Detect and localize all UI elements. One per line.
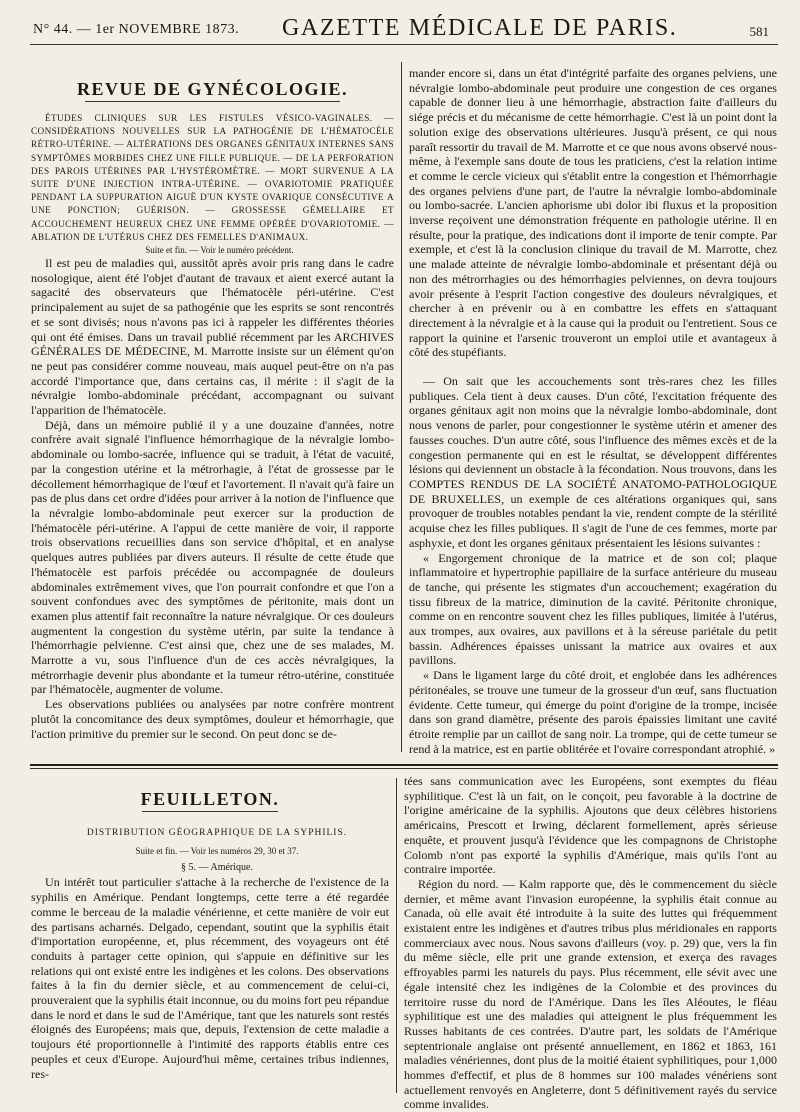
feuilleton-title: FEUILLETON. [140,789,280,809]
paragraph: Il est peu de maladies qui, aussitôt après avoir pris rang dans le cadre nosologique, aient été l'objet d'autant de travaux et aient exercé autant la sagacité des observateurs que l'hématocèle péri-utérine. C'est principalement au sujet de sa pathogénie que les esprits se sont rencontrés et se sont divisés; nous n'avons pas ici à rappeler les différentes théories qui ont été émises. Dans un travail publié récemment par les ARCHIVES GÉNÉRALES DE MÉDECINE, M. Marrotte insiste sur un élément qu'on ne peut pas considérer comme nouveau, mais auquel peut-être on n'a pas accordé l'importance que, dans certains cas, il mérite : il s'agit de la névralgie lombo-abdominale précédant, accompagnant ou suivant l'apparition de l'hématocèle. [31,256,394,418]
column-divider [396,778,397,1093]
revue-column-right [409,66,777,756]
title-rule [142,811,278,812]
paragraph: Région du nord. — Kalm rapporte que, dès le commencement du siècle dernier, et même avant l'invasion européenne, la syphilis était connue au Canada, où elle avait été introduite à la suite des luttes qui fréquemment existaient entre les indigènes et d'autres tribus plus méridionales en rapports commerciaux avec nous. Nous savons d'ailleurs (voy. p. 29) que, vers la fin du même siècle, elle prit une grande extension, et exerça des ravages effroyables parmi les naturels du pays. Plus récemment, elle sévit avec une égale intensité chez les indigènes de la Colombie et des provinces du territoire russe du nord de l'Amérique. Dans les îles Aléoutes, le fléau syphilitique est une des maladies qui atteignent le plus fréquemment les Russes habitants de ces contrées. D'autre part, les soldats de l'Amérique septentrionale anglaise ont présenté annuellement, en 1862 et 1863, 161 maladies vénériennes, dont plus de la moitié étaient syphilitiques, pour 1,000 hommes d'effectif, et plus de 8 hommes sur 100 malades vénériens sont actuellement renvoyés en Angleterre, dont 5 définitivement rayés du service comme invalides. [404,876,777,1112]
revue-column-left [31,80,394,741]
journal-title: GAZETTE MÉDICALE DE PARIS. [282,15,678,41]
feuilleton-rule-thin [30,768,778,769]
section-heading: § 5. — Amérique. [181,861,253,873]
paragraph: Déjà, dans un mémoire publié il y a une douzaine d'années, notre confrère avait signalé l'influence hémorrhagique de la névralgie lombo-abdominale ou lombo-sacrée, influence qui se traduit, à l'état de vacuité, par la congestion utérine et la métrorhagie, à l'état de grossesse par le décollement hémorrhagique de l'œuf et l'avortement. Il n'avait qu'à faire un pas de plus dans cet ordre d'idées pour arriver à la notion de l'influence que la névralgie lombo-abdominale peut exercer sur la production de l'hématocèle péri-utérine. A l'appui de cette manière de voir, il rapporte trois observations recueillies dans son service d'hôpital, et en analyse quelques autres publiées par divers auteurs. Il résulte de cette étude que l'hématocèle est parfois précédée ou accompagnée de douleurs abdominales extrêmement vives, que l'on pourrait confondre et que l'on a souvent confondues avec des symptômes de péritonite, mais dont un examen plus attentif fait reconnaître la nature névralgique. Or ces douleurs augmentent la congestion du système utérin, par suite la tendance à l'hémorrhagie pelvienne. C'est ainsi que, chez une de ses malades, M. Marrotte a vu, sous l'influence d'un de ces accès névralgiques, la métrorrhagie devenir plus abondante et la tumeur rétro-utérine, constituée par l'hématocèle, augmenter de volume. [31,417,394,697]
feuilleton-column-left [31,790,389,1081]
quote-paragraph: « Dans le ligament large du côté droit, et englobée dans les adhérences péritonéales, se trouve une tumeur de la grosseur d'un œuf, sans fluctuation évidente. Cette tumeur, qui émerge du point d'origine de la trompe, incisée dans son grand diamètre, présente des parois épaissies limitant une cavité étroite remplie par un caillot de sang noir. La trompe, qui de cette tumeur se rend à la matrice, est en partie oblitérée et l'ovaire correspondant atrophié. » [409,668,777,756]
feuilleton-note: Suite et fin. — Voir les numéros 29, 30 et 37. [135,845,299,856]
paragraph: mander encore si, dans un état d'intégrité parfaite des organes pelviens, une névralgie lombo-abdominale peut produire une congestion de ces organes capable de donner lieu à une hémorrhagie, abstraction faite d'ailleurs du siége précis et du mécanisme de cette hémorrhagie. C'est là un point dont la solution exige des observations ultérieures. Jusqu'à présent, ce qui nous paraît ressortir du travail de M. Marrotte et ce que nous avons observé nous-même, à l'exemple sans doute de tous les praticiens, c'est la relation intime et comme le cercle vicieux qui s'établit entre la congestion et l'hémorrhagie des organes pelviens d'une part, de l'autre la névralgie lombo-abdominale ou lombo-sacrée. L'ancien aphorisme ubi dolor ibi fluxus et la proposition inverse reçoivent une démonstration fréquente en pathologie utérine. Il en résulte, pour la pratique, des indications dont il importe de tenir compte. Par exemple, et c'est là la conclusion clinique du travail de M. Marrotte, chez une malade atteinte de névralgie lombo-abdominale et présentant déjà ou non des métrorrhagies ou des hémorrhagies pelviennes, on devra toujours avoir présente à l'esprit l'action congestive des douleurs névralgiques, et chercher à en prévenir ou à en combattre les effets en s'attaquant directement à la névralgie et à la cause qui la produit ou l'entretient. Sous ce rapport la quinine et l'arsenic trouveront un emploi utile et avantageux à côté des stupéfiants. [409,66,777,360]
issue-line: N° 44. — 1er NOVEMBRE 1873. [33,22,240,37]
header-rule [30,44,778,45]
paragraph: Un intérêt tout particulier s'attache à la recherche de l'existence de la syphilis en Amérique. Pendant longtemps, cette terre a été regardée comme le berceau de la maladie vénérienne, et cette manière de voir eut des partisans acharnés. Delgado, cependant, soutint que la syphilis était d'importation européenne, et, plus récemment, des voyageurs ont été conduits à partager cette opinion, qui s'appuie en définitive sur les relations qui ont existé entre les indigènes et les colons. Des observations faites à la fin du dernier siècle, et au commencement de celui-ci, prouveraient que la syphilis était inconnue, ou du moins fort peu répandue dans le nord et dans le sud de l'Amérique, tant que les naturels sont restés éloignés des Européens; mais que, depuis, l'extension de cette maladie a toujours été proportionnelle à l'intimité des rapports établis entre ces peuples et ceux d'Europe. Aujourd'hui même, certaines tribus indiennes, res- [31,875,389,1081]
paragraph: tées sans communication avec les Européens, sont exemptes du fléau syphilitique. C'est là un fait, on le conçoit, peu favorable à la doctrine de l'origine américaine de la syphilis. Ajoutons que deux célèbres historiens américains, Prescott et Irwing, déclarent formellement, après sérieuse enquête, et prouvent jusqu'à l'évidence que les compagnons de Christophe Colomb n'ont pas exporté la syphilis d'Amérique, mais qu'ils l'ont au contraire importée. [404,774,777,877]
paragraph: — On sait que les accouchements sont très-rares chez les filles publiques. Cela tient à deux causes. D'un côté, l'excitation fréquente des organes génitaux agit non moins que la névralgie lombo-abdominale, dont nous venons de parler, pour congestionner le système utérin et amener des fausses couches. D'un autre côté, sous l'influence des mêmes excès et de la congestion permanente qui en est le résultat, se développent différentes lésions qui deviennent un obstacle à la fécondation. Nous trouvons, dans les COMPTES RENDUS DE LA SOCIÉTÉ ANATOMO-PATHOLOGIQUE DE BRUXELLES, un exemple de ces altérations organiques qui, sans provoquer de troubles notables pendant la vie, rendent compte de la stérilité acquise chez les filles publiques. Il s'agit de l'une de ces femmes, morte par asphyxie, et dont les organes génitaux présentaient les lésions suivantes : [409,374,777,550]
revue-note: Suite et fin. — Voir le numéro précédent. [145,245,294,256]
feuilleton-subtitle: DISTRIBUTION GÉOGRAPHIQUE DE LA SYPHILIS. [86,828,348,838]
revue-summary: ÉTUDES CLINIQUES SUR LES FISTULES VÉSICO-VAGINALES. — CONSIDÉRATIONS NOUVELLES SUR LA PATHOGÉNIE DE L'HÉMATOCÈLE RÉTRO-UTÉRINE. — ALTÉRATIONS DES ORGANES GÉNITAUX INTERNES SANS SYMPTÔMES MORBIDES CHEZ UNE FILLE PUBLIQUE. — DE LA PERFORATION DES PAROIS UTÉRINES PAR L'HYSTÉROMÈTRE. — MORT SURVENUE A LA SUITE D'UNE INJECTION INTRA-UTÉRINE. — OVARIOTOMIE PRATIQUÉE PENDANT LA SUPPURATION AIGUË D'UN KYSTE OVARIQUE CONSÉCUTIVE A UNE PONCTION; GUÉRISON. — GROSSESSE GÉMELLAIRE ET ACCOUCHEMENT HEUREUX CHEZ UNE FEMME OPÉRÉE D'OVARIOTOMIE. — ABLATION DE L'UTÉRUS CHEZ DES FEMELLES D'ANIMAUX. [31,113,394,242]
revue-title: REVUE DE GYNÉCOLOGIE. [76,79,349,99]
paragraph: Les observations publiées ou analysées par notre confrère montrent plutôt la concomitance des deux symptômes, douleur et hémorrhagie, que l'action primitive du premier sur le second. On peut donc se de- [31,697,394,741]
masthead [30,14,775,48]
title-rule [85,101,339,102]
quote-paragraph: « Engorgement chronique de la matrice et de son col; plaque inflammatoire et hypertrophie papillaire de la surface antérieure du museau de tanche, qui présente les stigmates d'un accouchement; exagération du tissu fibreux de la matrice, diminution de la cavité. Péritonite chronique, comme on en rencontre souvent chez les filles publiques, limitée à l'utérus, aux trompes, aux ovaires, aux pavillons et à la séreuse pariétale du petit bassin. Adhérences épaisses unissant la matrice aux ovaires et aux pavillons. [409,550,777,668]
page-number: 581 [749,24,769,39]
feuilleton-rule [30,764,778,766]
feuilleton-column-right [404,774,777,1112]
column-divider [401,62,402,752]
